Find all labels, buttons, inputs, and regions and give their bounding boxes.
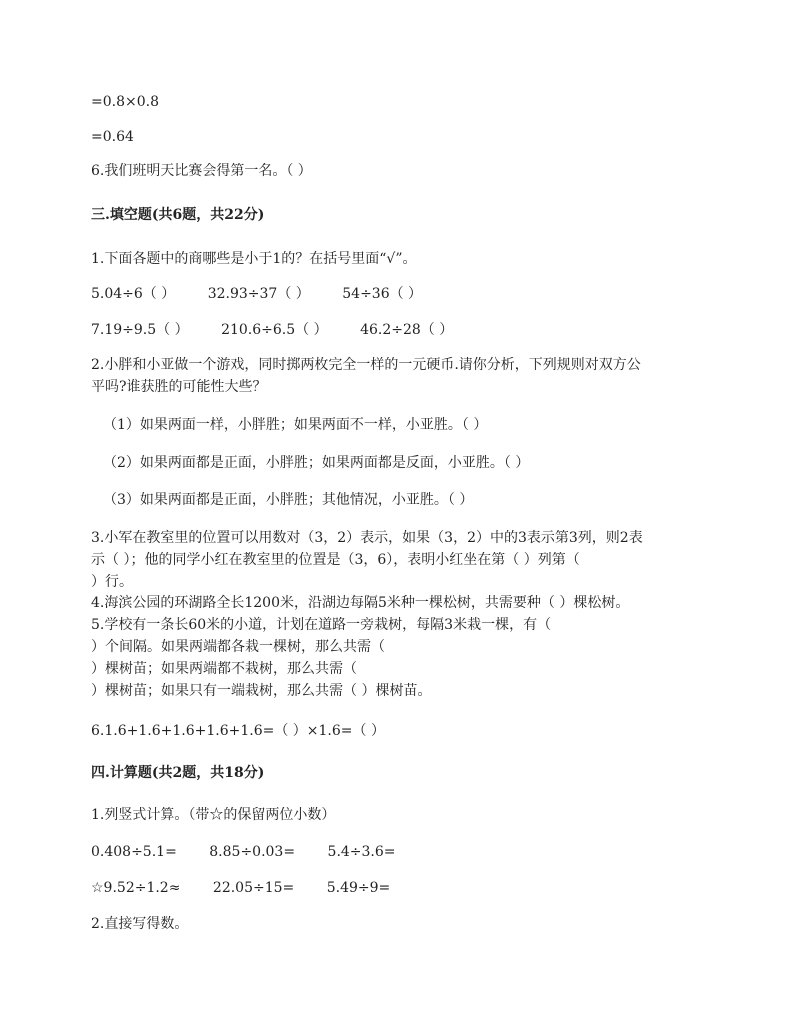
expr: 210.6÷6.5（ ） (221, 322, 328, 338)
fill-q3-line-2: 示（ ）；他的同学小红在教室里的位置是（3，6），表明小红坐在第（ ）列第（ (91, 552, 580, 568)
expr: 7.19÷9.5（ ） (91, 322, 189, 338)
expr: 5.49÷9= (326, 880, 391, 896)
expr: 22.05÷15= (212, 880, 295, 896)
expr: 5.4÷3.6= (327, 844, 396, 860)
expr: 46.2÷28（ ） (360, 322, 454, 338)
calc-step-2: =0.64 (91, 129, 134, 145)
fill-q6: 6.1.6+1.6+1.6+1.6+1.6=（ ）×1.6=（ ） (91, 723, 385, 739)
fill-q5-line-4: ）棵树苗；如果只有一端栽树，那么共需（ ）棵树苗。 (91, 683, 432, 699)
expr: 0.408÷5.1= (91, 844, 177, 860)
fill-q1-row-2 (91, 321, 453, 339)
fill-q5-line-1: 5.学校有一条长60米的小道，计划在道路一旁栽树，每隔3米栽一棵，有（ (91, 617, 552, 633)
expr: 8.85÷0.03= (209, 844, 296, 860)
fill-q2-option-2: （2）如果两面都是正面，小胖胜；如果两面都是反面，小亚胜。（ ） (103, 455, 530, 471)
calc-q2-text: 2.直接写得数。 (91, 916, 189, 932)
fill-q1-text: 1.下面各题中的商哪些是小于1的？在括号里面“√”。 (91, 251, 417, 267)
expr: 54÷36（ ） (342, 286, 423, 302)
calc-q1-row-1 (91, 843, 396, 861)
expr: 32.93÷37（ ） (207, 286, 310, 302)
calc-step-1: =0.8×0.8 (91, 94, 159, 110)
section-4-heading: 四.计算题(共2题，共18分) (91, 765, 265, 781)
fill-q2-option-3: （3）如果两面都是正面，小胖胜；其他情况，小亚胜。（ ） (103, 492, 474, 508)
fill-q1-row-1 (91, 285, 422, 303)
fill-q3-line-1: 3.小军在教室里的位置可以用数对（3，2）表示，如果（3，2）中的3表示第3列，则2表 (91, 530, 643, 546)
fill-q5-line-2: ）个间隔。如果两端都各栽一棵树，那么共需（ (91, 639, 385, 655)
fill-q4: 4.海滨公园的环湖路全长1200米，沿湖边每隔5米种一棵松树，共需要种（ ）棵松树。 (91, 595, 630, 611)
fill-q5-line-3: ）棵树苗；如果两端都不栽树，那么共需（ (91, 661, 357, 677)
fill-q2-line-2: 平吗?谁获胜的可能性大些？ (91, 379, 267, 395)
expr: ☆9.52÷1.2≈ (91, 880, 181, 896)
section-3-heading: 三.填空题(共6题，共22分) (91, 207, 265, 223)
fill-q2-line-1: 2.小胖和小亚做一个游戏，同时掷两枚完全一样的一元硬币.请你分析，下列规则对双方公 (91, 357, 641, 373)
calc-q1-row-2 (91, 879, 390, 897)
expr: 5.04÷6（ ） (91, 286, 176, 302)
fill-q2-option-1: （1）如果两面一样，小胖胜；如果两面不一样，小亚胜。（ ） (103, 417, 488, 433)
fill-q3-line-3: ）行。 (91, 574, 133, 590)
judge-question-6: 6.我们班明天比赛会得第一名。（ ） (91, 163, 312, 179)
calc-q1-text: 1.列竖式计算。（带☆的保留两位小数） (91, 807, 336, 823)
